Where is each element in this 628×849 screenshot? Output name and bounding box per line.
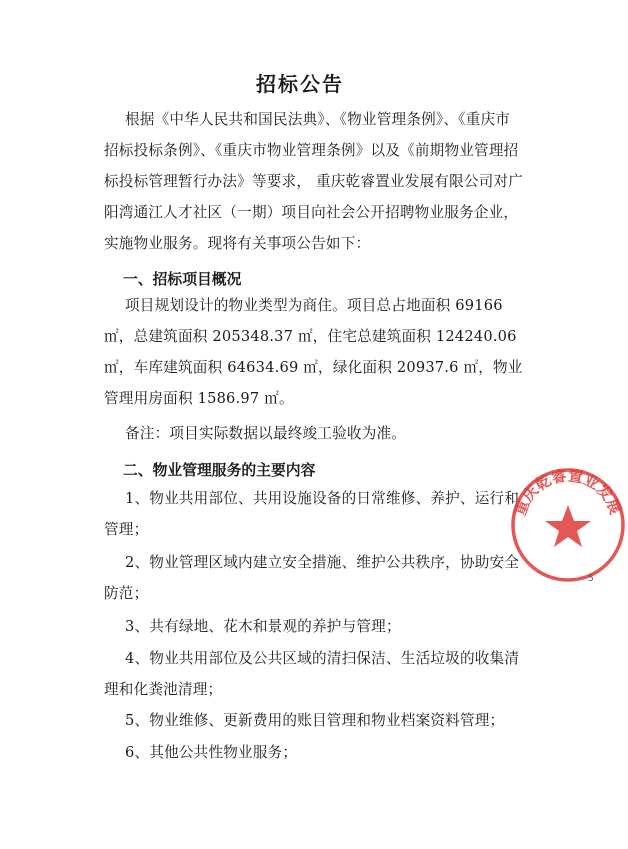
company-seal (508, 465, 628, 585)
service-item-1: 1、物业共用部位、共用设施设备的日常维修、养护、运行和管理； (104, 490, 520, 538)
service-item-6: 6、其他公共性物业服务； (125, 744, 298, 761)
page-number: 5 (588, 574, 594, 584)
service-item-2: 2、物业管理区域内建立安全措施、维护公共秩序，协助安全防范； (104, 554, 520, 602)
seal-star-icon (545, 505, 591, 547)
page-title: 招标公告 (256, 72, 344, 96)
service-item-3: 3、共有绿地、花木和景观的养护与管理； (125, 618, 401, 635)
section1-note: 备注：项目实际数据以最终竣工验收为准。 (125, 425, 407, 442)
section2-heading: 二、物业管理服务的主要内容 (123, 462, 316, 479)
service-item-5: 5、物业维修、更新费用的账目管理和物业档案资料管理； (125, 712, 505, 729)
service-item-4: 4、物业共用部位及公共区域的清扫保洁、生活垃圾的收集清理和化粪池清理； (104, 650, 520, 698)
intro-paragraph: 根据《中华人民共和国民法典》、《物业管理条例》、《重庆市招标投标条例》、《重庆市物业管理条例》以及《前期物业管理招标投标管理暂行办法》等要求， 重庆乾睿置业发展有限公司对广阳湾通江人才社区（一期）项目向社会公开招聘物业服务企业，实施物业服务。现将有关事项公告如下： (104, 111, 524, 252)
seal-text: 重庆乾睿置业发展 (511, 466, 625, 518)
section1-heading: 一、招标项目概况 (123, 271, 242, 288)
section1-body: 项目规划设计的物业类型为商住。项目总占地面积 69166 ㎡，总建筑面积 205348.37 ㎡，住宅总建筑面积 124240.06 ㎡，车库建筑面积 64634.69 ㎡，绿化面积 20937.6 ㎡，物业管理用房面积 1586.97 ㎡。 (104, 297, 523, 407)
